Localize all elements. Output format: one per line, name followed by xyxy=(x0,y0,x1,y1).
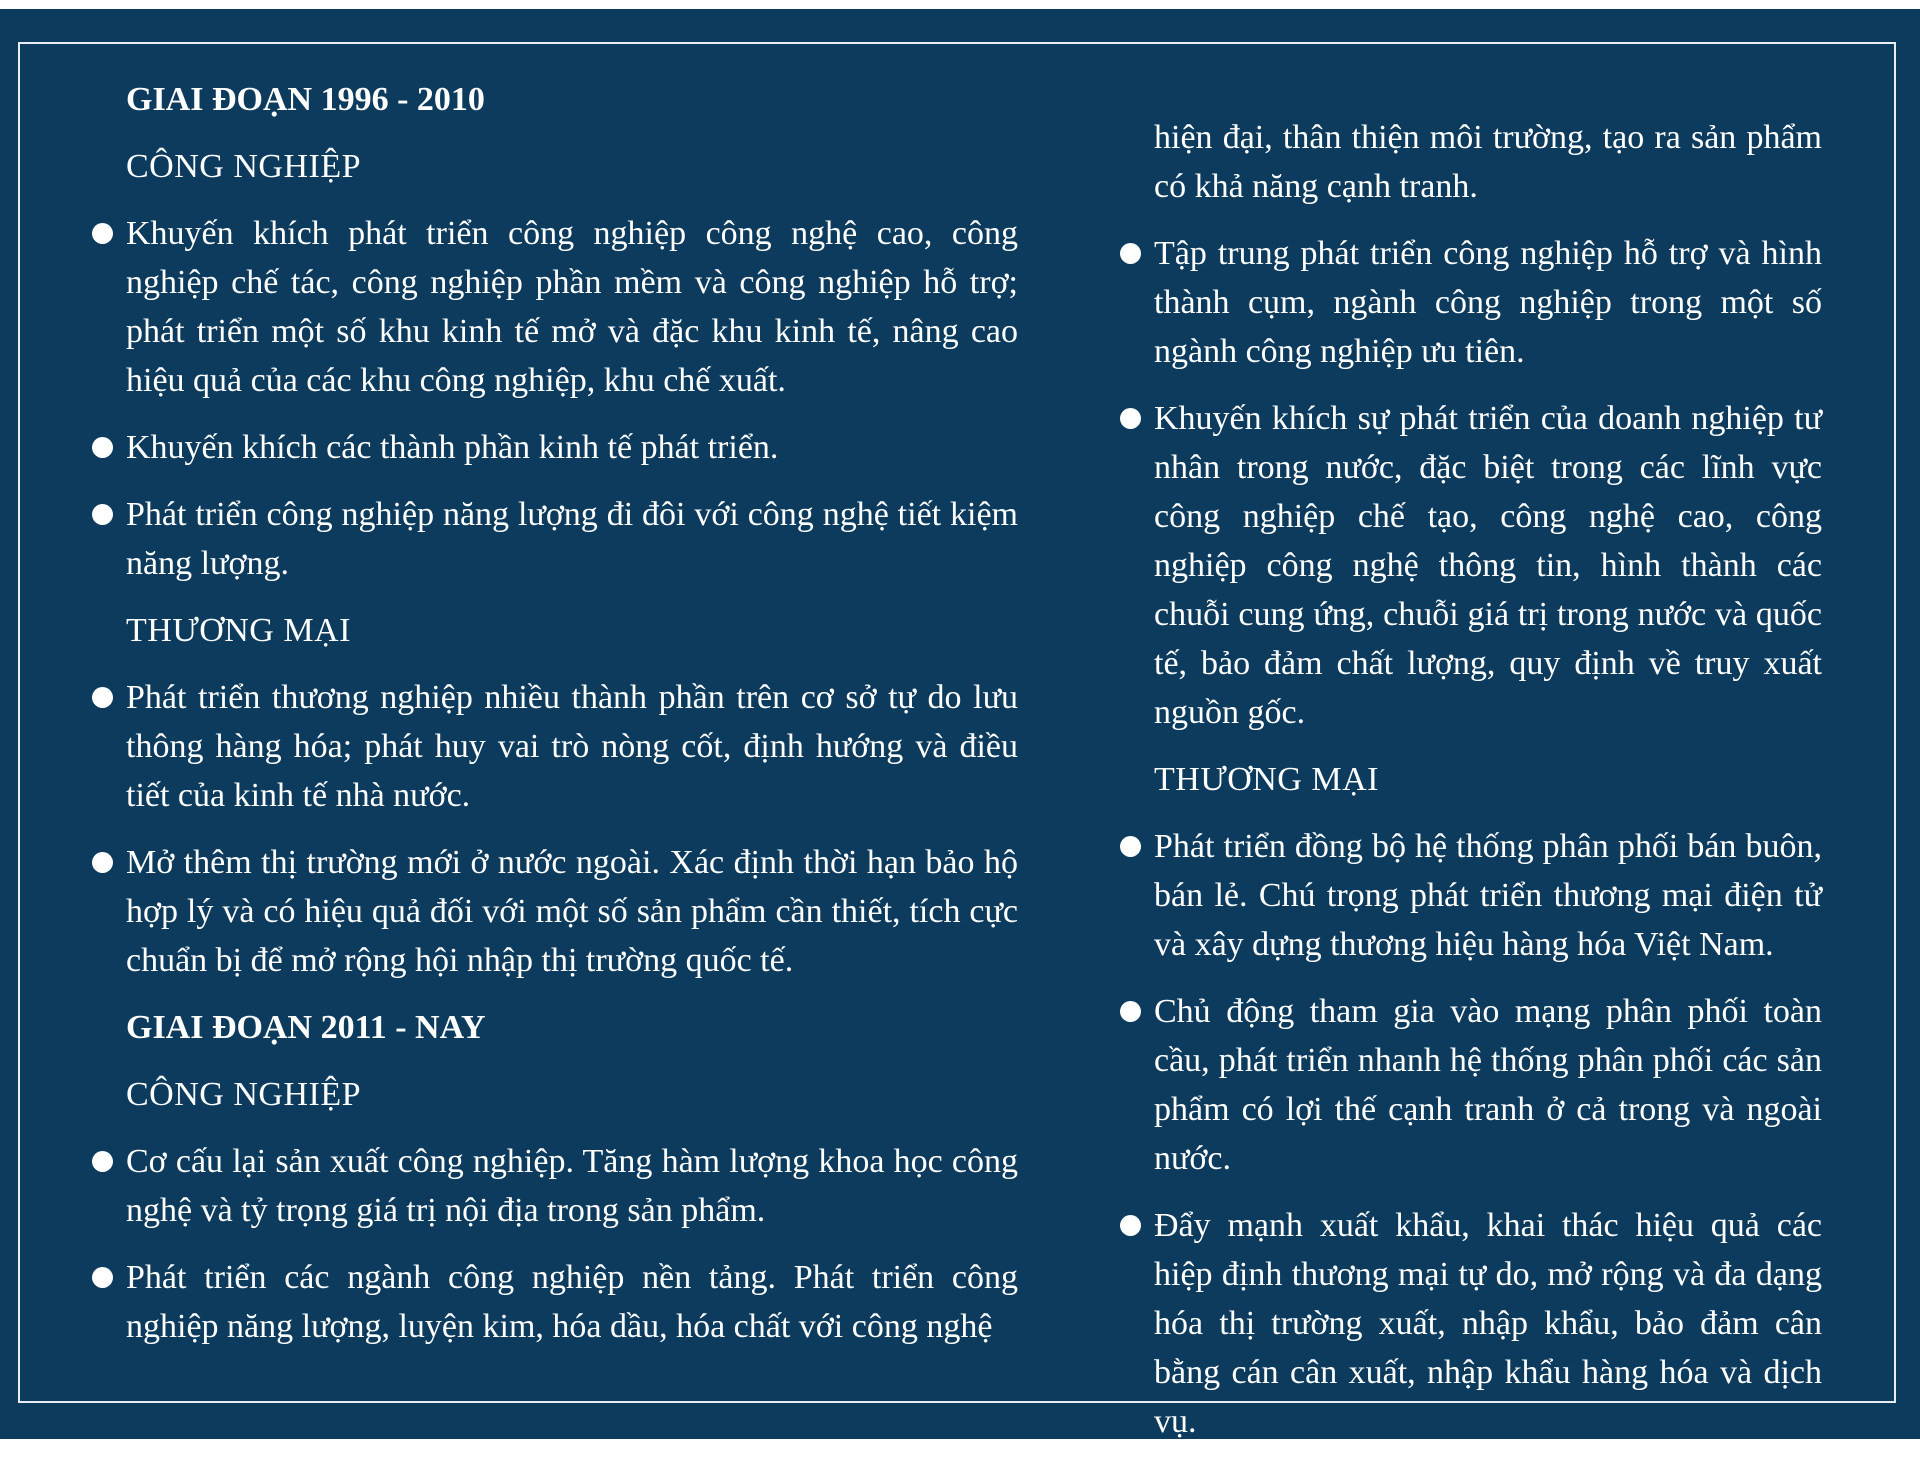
list-item-text: Khuyến khích phát triển công nghiệp công nghệ cao, công nghiệp chế tác, công nghiệp phần mềm và công nghiệp hỗ trợ; phát triển một số khu kinh tế mở và đặc khu kinh tế, nâng cao hiệu quả của các khu công nghiệp, khu chế xuất. xyxy=(126,215,1018,399)
continued-text: hiện đại, thân thiện môi trường, tạo ra sản phẩm có khả năng cạnh tranh. xyxy=(1154,119,1822,205)
list-item-text: Khuyến khích các thành phần kinh tế phát triển. xyxy=(126,429,779,466)
bullet-dot-icon xyxy=(1120,243,1141,264)
list-item-text: Phát triển công nghiệp năng lượng đi đôi với công nghệ tiết kiệm năng lượng. xyxy=(126,496,1018,582)
right-column xyxy=(1154,113,1822,1464)
section-heading-industry: CÔNG NGHIỆP xyxy=(126,148,361,185)
list-item xyxy=(126,490,1018,588)
list-item xyxy=(1154,987,1822,1183)
list-item xyxy=(126,423,1018,472)
bullet-dot-icon xyxy=(1120,836,1141,857)
bullet-dot-icon xyxy=(1120,1215,1141,1236)
list-item-text: Phát triển các ngành công nghiệp nền tảng. Phát triển công nghiệp năng lượng, luyện kim, hóa dầu, hóa chất với công nghệ xyxy=(126,1259,1018,1345)
bullet-dot-icon xyxy=(92,687,113,708)
list-item-text: Mở thêm thị trường mới ở nước ngoài. Xác định thời hạn bảo hộ hợp lý và có hiệu quả đối với một số sản phẩm cần thiết, tích cực chuẩn bị để mở rộng hội nhập thị trường quốc tế. xyxy=(126,844,1018,979)
section-heading-industry: CÔNG NGHIỆP xyxy=(126,1076,361,1113)
bullet-dot-icon xyxy=(92,504,113,525)
list-item xyxy=(1154,822,1822,969)
list-item xyxy=(126,209,1018,405)
bullet-dot-icon xyxy=(1120,408,1141,429)
list-item xyxy=(126,1137,1018,1235)
bullet-dot-icon xyxy=(92,1267,113,1288)
list-item-text: Cơ cấu lại sản xuất công nghiệp. Tăng hàm lượng khoa học công nghệ và tỷ trọng giá trị nội địa trong sản phẩm. xyxy=(126,1143,1018,1229)
list-item-text: Tập trung phát triển công nghiệp hỗ trợ và hình thành cụm, ngành công nghiệp trong một số ngành công nghiệp ưu tiên. xyxy=(1154,235,1822,370)
bullet-dot-icon xyxy=(92,1151,113,1172)
list-item xyxy=(126,1253,1018,1351)
list-item-text: Khuyến khích sự phát triển của doanh nghiệp tư nhân trong nước, đặc biệt trong các lĩnh vực công nghiệp chế tạo, công nghệ cao, công nghiệp công nghệ thông tin, hình thành các chuỗi cung ứng, chuỗi giá trị trong nước và quốc tế, bảo đảm chất lượng, quy định về truy xuất nguồn gốc. xyxy=(1154,400,1822,731)
bullet-dot-icon xyxy=(92,223,113,244)
list-item xyxy=(1154,394,1822,737)
list-item xyxy=(126,838,1018,985)
period-title-1996-2010: GIAI ĐOẠN 1996 - 2010 xyxy=(126,81,485,118)
bullet-dot-icon xyxy=(92,437,113,458)
list-item-text: Chủ động tham gia vào mạng phân phối toàn cầu, phát triển nhanh hệ thống phân phối các sản phẩm có lợi thế cạnh tranh ở cả trong và ngoài nước. xyxy=(1154,993,1822,1177)
period-title-2011-now: GIAI ĐOẠN 2011 - NAY xyxy=(126,1009,486,1046)
bullet-dot-icon xyxy=(92,852,113,873)
left-column xyxy=(126,75,1018,1369)
content-panel xyxy=(0,9,1920,1439)
list-item-text: Phát triển thương nghiệp nhiều thành phần trên cơ sở tự do lưu thông hàng hóa; phát huy vai trò nòng cốt, định hướng và điều tiết của kinh tế nhà nước. xyxy=(126,679,1018,814)
bullet-dot-icon xyxy=(1120,1001,1141,1022)
list-item-text: Đẩy mạnh xuất khẩu, khai thác hiệu quả các hiệp định thương mại tự do, mở rộng và đa dạng hóa thị trường xuất, nhập khẩu, bảo đảm cân bằng cán cân xuất, nhập khẩu hàng hóa và dịch vụ. xyxy=(1154,1207,1822,1440)
section-heading-trade: THƯƠNG MẠI xyxy=(1154,761,1379,798)
list-item xyxy=(126,673,1018,820)
list-item xyxy=(1154,229,1822,376)
list-item-text: Phát triển đồng bộ hệ thống phân phối bán buôn, bán lẻ. Chú trọng phát triển thương mại điện tử và xây dựng thương hiệu hàng hóa Việt Nam. xyxy=(1154,828,1822,963)
section-heading-trade: THƯƠNG MẠI xyxy=(126,612,351,649)
list-item xyxy=(1154,1201,1822,1446)
